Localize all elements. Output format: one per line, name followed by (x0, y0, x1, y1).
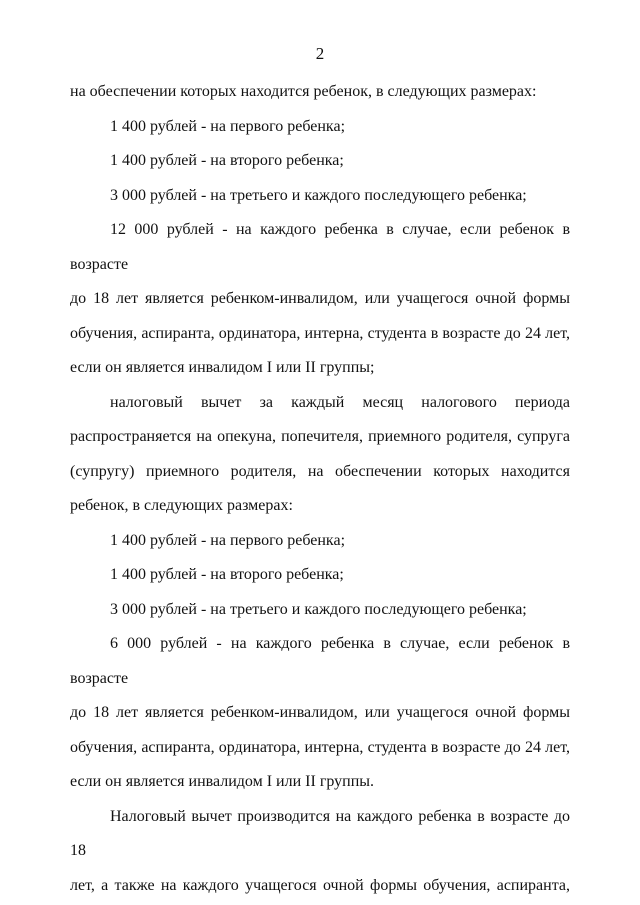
text-line: если он является инвалидом I или II группы. (70, 773, 375, 790)
text-line: 12 000 рублей - на каждого ребенка в случае, если ребенок в возрасте (70, 221, 570, 273)
text-line: 1 400 рублей - на второго ребенка; (110, 566, 344, 583)
text-line: распространяется на опекуна, попечителя, приемного родителя, супруга (70, 428, 570, 445)
text-line: до 18 лет является ребенком-инвалидом, или учащегося очной формы (70, 704, 570, 721)
text-line: 1 400 рублей - на первого ребенка; (110, 531, 346, 549)
text-line: налоговый вычет за каждый месяц налогового периода (110, 393, 570, 411)
page-number: 2 (315, 44, 325, 63)
text-line: 3 000 рублей - на третьего и каждого последующего ребенка; (110, 186, 527, 204)
document-body (70, 75, 570, 903)
text-line: Налоговый вычет производится на каждого ребенка в возрасте до 18 (70, 807, 570, 859)
text-line: ребенок, в следующих размерах: (70, 497, 293, 514)
text-line: 1 400 рублей - на второго ребенка; (110, 152, 344, 169)
text-line: 1 400 рублей - на первого ребенка; (110, 117, 346, 135)
text-line: 6 000 рублей - на каждого ребенка в случае, если ребенок в возрасте (70, 635, 570, 687)
text-line: 3 000 рублей - на третьего и каждого последующего ребенка; (110, 600, 527, 618)
text-line: лет, а также на каждого учащегося очной формы обучения, аспиранта, (70, 876, 570, 894)
text-line: до 18 лет является ребенком-инвалидом, или учащегося очной формы (70, 290, 570, 307)
text-line: (супругу) приемного родителя, на обеспечении которых находится (70, 462, 570, 480)
text-line: обучения, аспиранта, ординатора, интерна, студента в возрасте до 24 лет, (70, 738, 570, 756)
text-line: если он является инвалидом I или II группы; (70, 359, 375, 376)
text-line: обучения, аспиранта, ординатора, интерна, студента в возрасте до 24 лет, (70, 324, 570, 342)
text-line: на обеспечении которых находится ребенок, в следующих размерах: (70, 83, 537, 100)
